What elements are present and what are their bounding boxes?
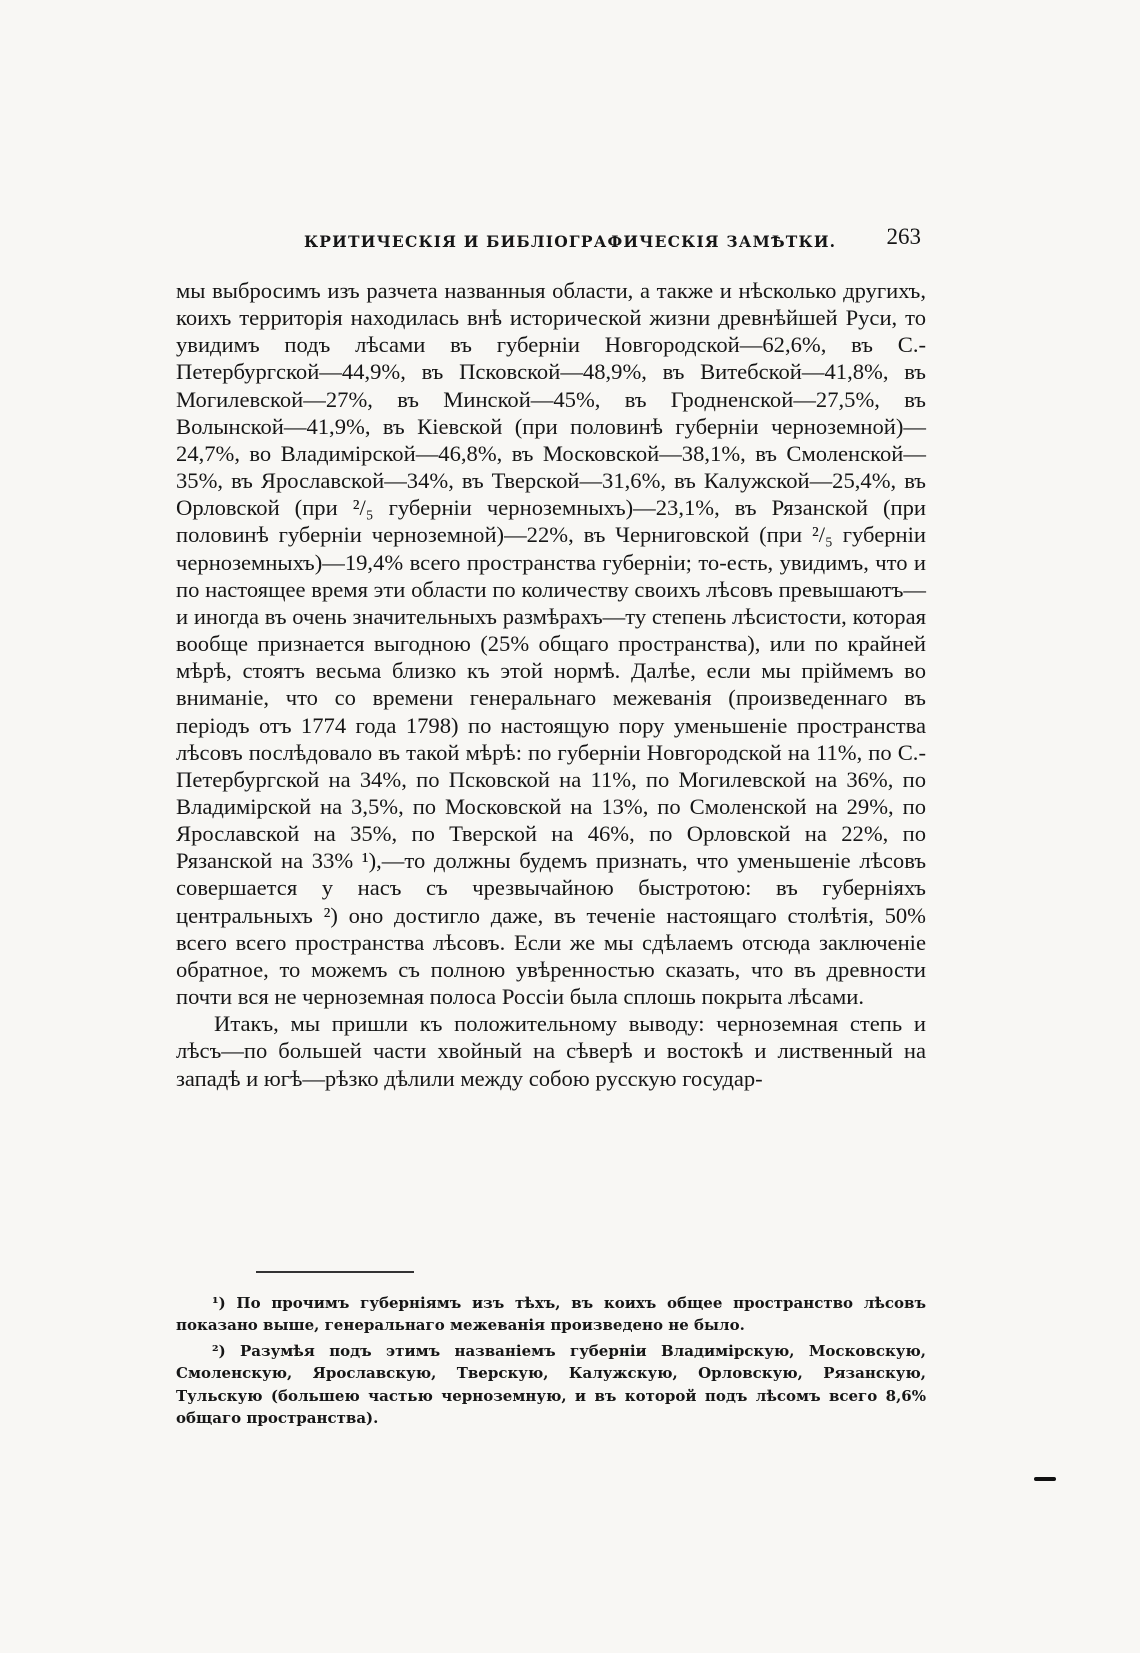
page-header bbox=[176, 224, 921, 260]
paragraph-1: мы выбросимъ изъ разчета названныя области, а также и нѣсколько другихъ, коихъ территорія находилась внѣ исторической жизни древнѣйшей Руси, то увидимъ подъ лѣсами въ губерніи Новгородской—62,6%, въ С.-Петербургской—44,9%, въ Псковской—48,9%, въ Витебской—41,8%, въ Могилевской—27%, въ Минской—45%, въ Гродненской—27,5%, въ Волынской—41,9%, въ Кіевской (при половинѣ губерніи черноземной)—24,7%, во Владимірской—46,8%, въ Московской—38,1%, въ Смоленской—35%, въ Ярославской—34%, въ Тверской—31,6%, въ Калужской—25,4%, въ Орловской (при ²/₅ губерніи черноземныхъ)—23,1%, въ Рязанской (при половинѣ губерніи черноземной)—22%, въ Черниговской (при ²/₅ губерніи черноземныхъ)—19,4% всего пространства губерніи; то-есть, увидимъ, что и по настоящее время эти области по количеству своихъ лѣсовъ превышаютъ—и иногда въ очень значительныхъ размѣрахъ—ту степень лѣсистости, которая вообще признается выгодною (25% общаго пространства), или по крайней мѣрѣ, стоятъ весьма близко къ этой нормѣ. Далѣе, если мы прiймемъ во вниманіе, что со времени генеральнаго межеванія (произведеннаго въ періодъ отъ 1774 года 1798) по настоящую пору уменьшеніе пространства лѣсовъ послѣдовало въ такой мѣрѣ: по губерніи Новгородской на 11%, по С.-Петербургской на 34%, по Псковской на 11%, по Могилевской на 36%, по Владимірской на 3,5%, по Московской на 13%, по Смоленской на 29%, по Ярославской на 35%, по Тверской на 46%, по Орловской на 22%, по Рязанской на 33% ¹),—то должны будемъ признать, что уменьшеніе лѣсовъ совершается у насъ съ чрезвычайною быстротою: въ губерніяхъ центральныхъ ²) оно достигло даже, въ теченіе настоящаго столѣтія, 50% всего всего пространства лѣсовъ. Если же мы сдѣлаемъ отсюда заключеніе обратное, то можемъ съ полною увѣренностью сказать, что въ древности почти вся не черноземная полоса Россіи была сплошь покрыта лѣсами. bbox=[176, 278, 926, 1010]
running-title: КРИТИЧЕСКІЯ И БИБЛІОГРАФИЧЕСКІЯ ЗАМѢТКИ. bbox=[304, 232, 837, 251]
page-number: 263 bbox=[886, 224, 921, 249]
footnote-2: ²) Разумѣя подъ этимъ названіемъ губерніи Владимірскую, Московскую, Смоленскую, Ярославскую, Тверскую, Калужскую, Орловскую, Рязанскую, Тульскую (большею частью черноземную, и въ которой подъ лѣсомъ всего 8,6% общаго пространства). bbox=[176, 1341, 926, 1428]
footnote-1: ¹) По прочимъ губерніямъ изъ тѣхъ, въ коихъ общее пространство лѣсовъ показано выше, генеральнаго межеванія произведено не было. bbox=[176, 1294, 926, 1335]
scan-mark bbox=[1034, 1477, 1056, 1481]
body-text bbox=[176, 277, 926, 1092]
footnotes bbox=[176, 1292, 926, 1432]
footnote-divider bbox=[256, 1271, 414, 1273]
paragraph-2: Итакъ, мы пришли къ положительному выводу: черноземная степь и лѣсъ—по большей части хвойный на сѣверѣ и востокѣ и лиственный на западѣ и югѣ—рѣзко дѣлили между собою русскую государ- bbox=[176, 1011, 926, 1091]
